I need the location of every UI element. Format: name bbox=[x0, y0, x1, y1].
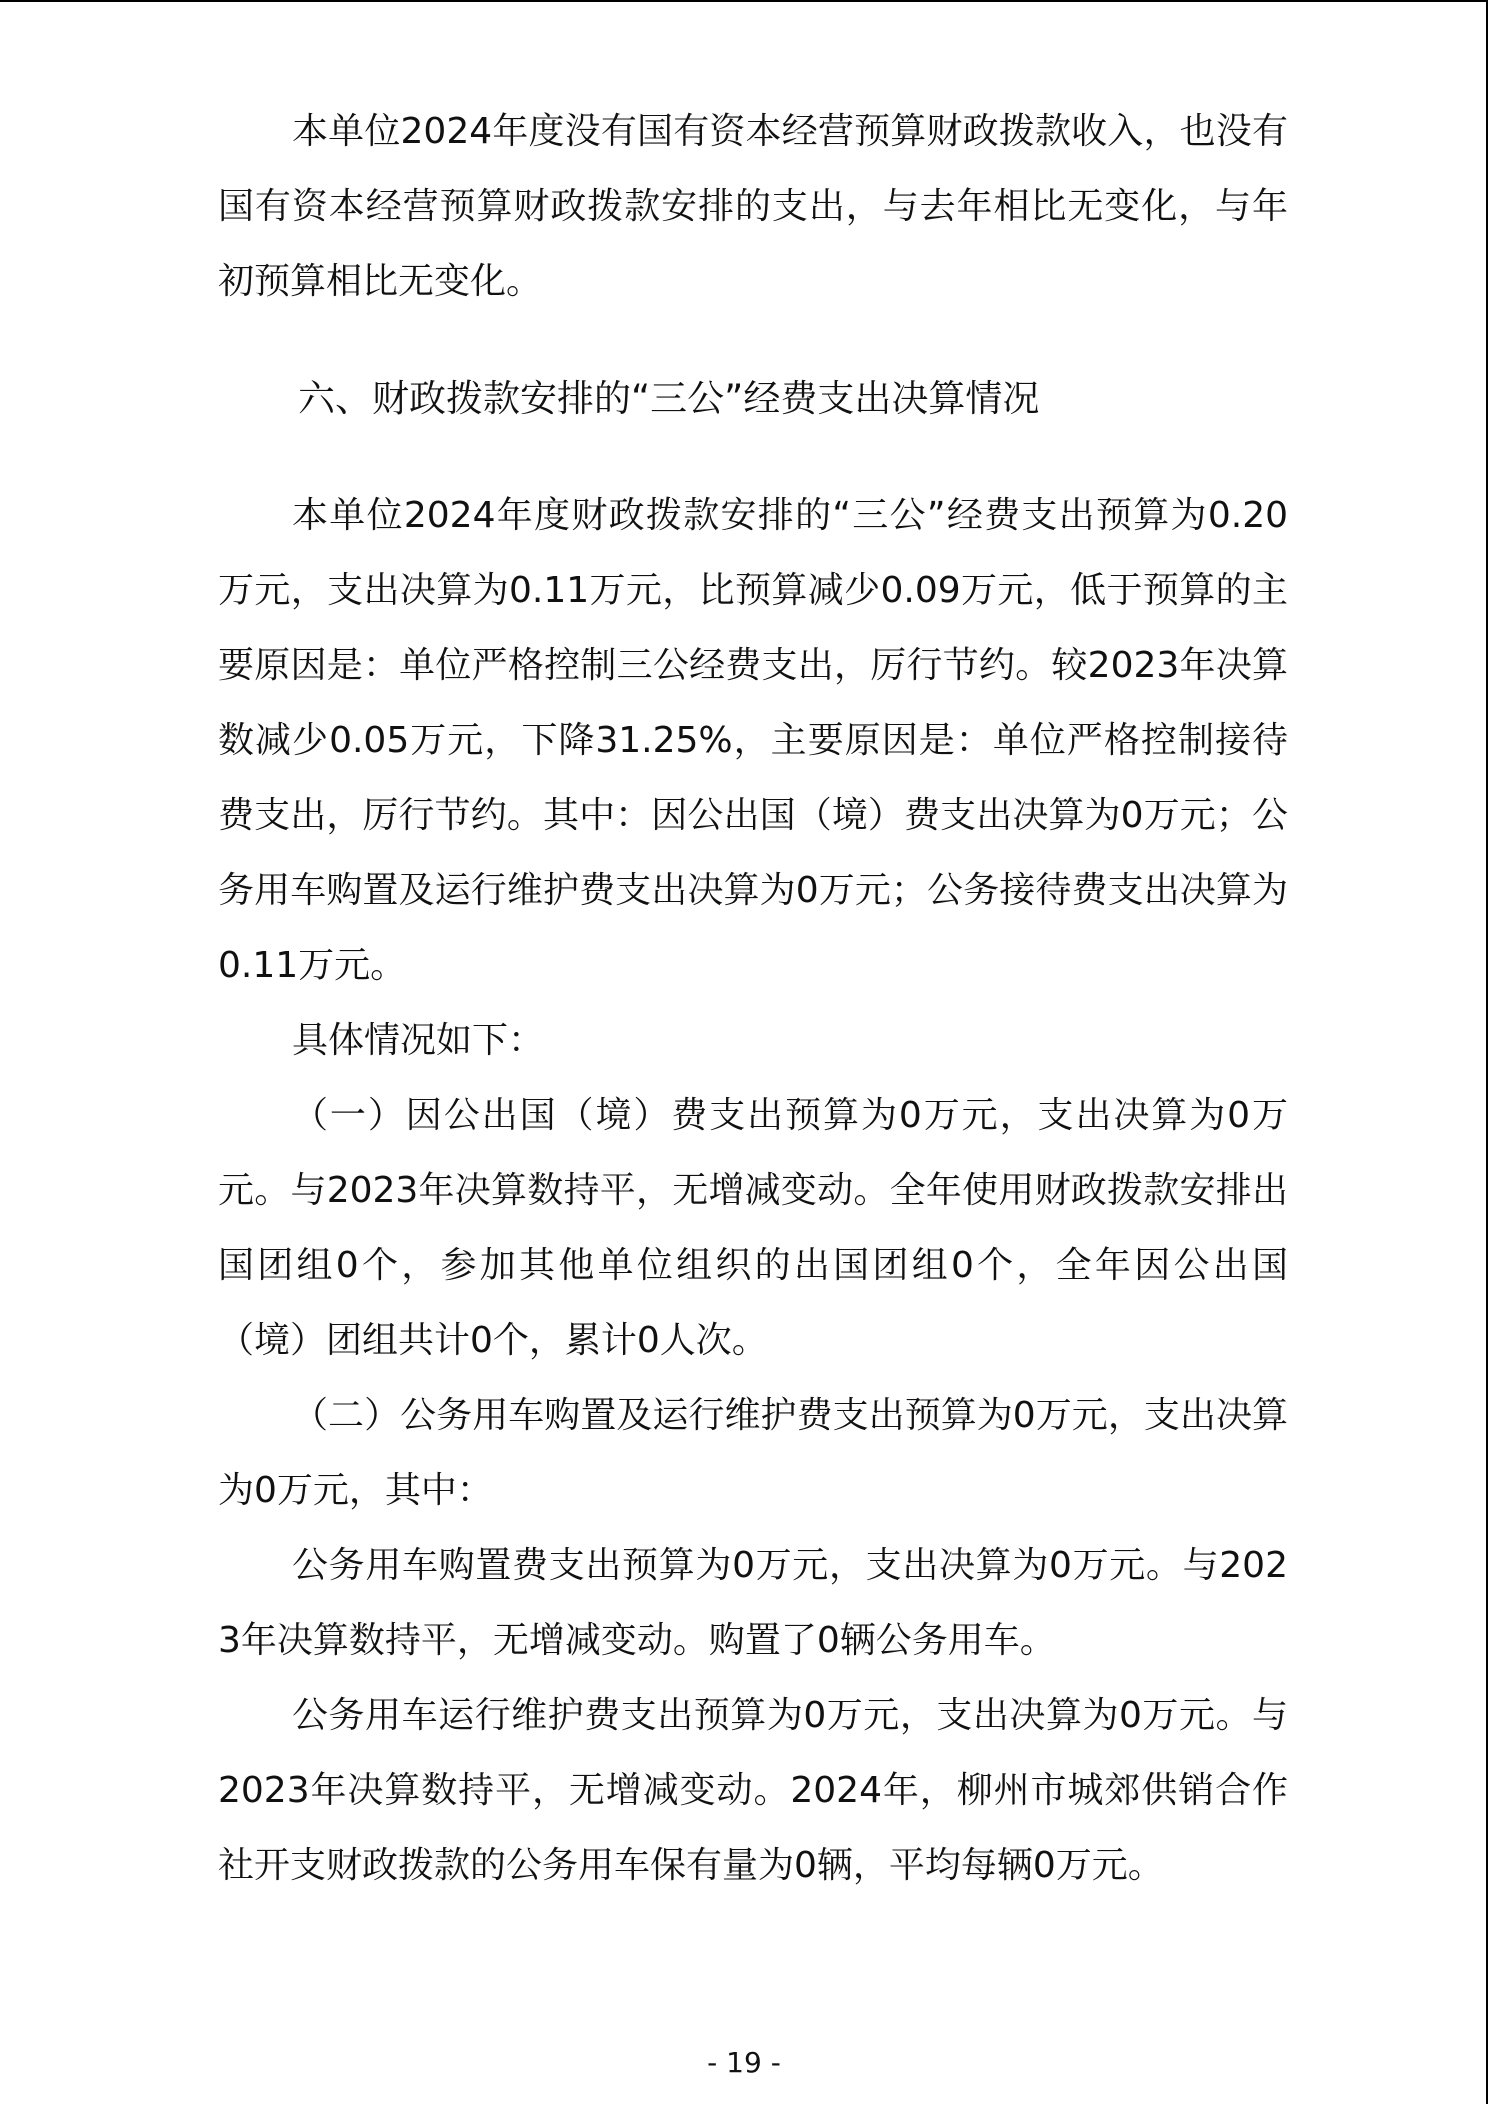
document-body bbox=[218, 94, 1288, 1903]
paragraph-item-2-operation: 公务用车运行维护费支出预算为0万元，支出决算为0万元。与2023年决算数持平，无增减变动。2024年，柳州市城郊供销合作社开支财政拨款的公务用车保有量为0辆，平均每辆0万元。 bbox=[218, 1695, 1288, 1886]
paragraph-item-2-purchase: 公务用车购置费支出预算为0万元，支出决算为0万元。与2023年决算数持平，无增减变动。购置了0辆公务用车。 bbox=[218, 1545, 1288, 1661]
page-number: - 19 - bbox=[707, 2046, 781, 2079]
section-heading: 六、财政拨款安排的“三公”经费支出决算情况 bbox=[298, 377, 1040, 420]
paragraph-details-intro: 具体情况如下： bbox=[292, 1020, 545, 1061]
paragraph-summary: 本单位2024年度财政拨款安排的“三公”经费支出预算为0.20万元，支出决算为0.11万元，比预算减少0.09万元，低于预算的主要原因是：单位严格控制三公经费支出，厉行节约。较2023年决算数减少0.05万元，下降31.25%，主要原因是：单位严格控制接待费支出，厉行节约。其中：因公出国（境）费支出决算为0万元；公务用车购置及运行维护费支出决算为0万元；公务接待费支出决算为0.11万元。 bbox=[218, 495, 1288, 986]
paragraph-item-1: （一）因公出国（境）费支出预算为0万元，支出决算为0万元。与2023年决算数持平，无增减变动。全年使用财政拨款安排出国团组0个，参加其他单位组织的出国团组0个，全年因公出国（境）团组共计0个，累计0人次。 bbox=[218, 1095, 1288, 1361]
paragraph-item-2: （二）公务用车购置及运行维护费支出预算为0万元，支出决算为0万元，其中： bbox=[218, 1395, 1288, 1511]
paragraph-intro: 本单位2024年度没有国有资本经营预算财政拨款收入，也没有国有资本经营预算财政拨款安排的支出，与去年相比无变化，与年初预算相比无变化。 bbox=[218, 111, 1288, 302]
